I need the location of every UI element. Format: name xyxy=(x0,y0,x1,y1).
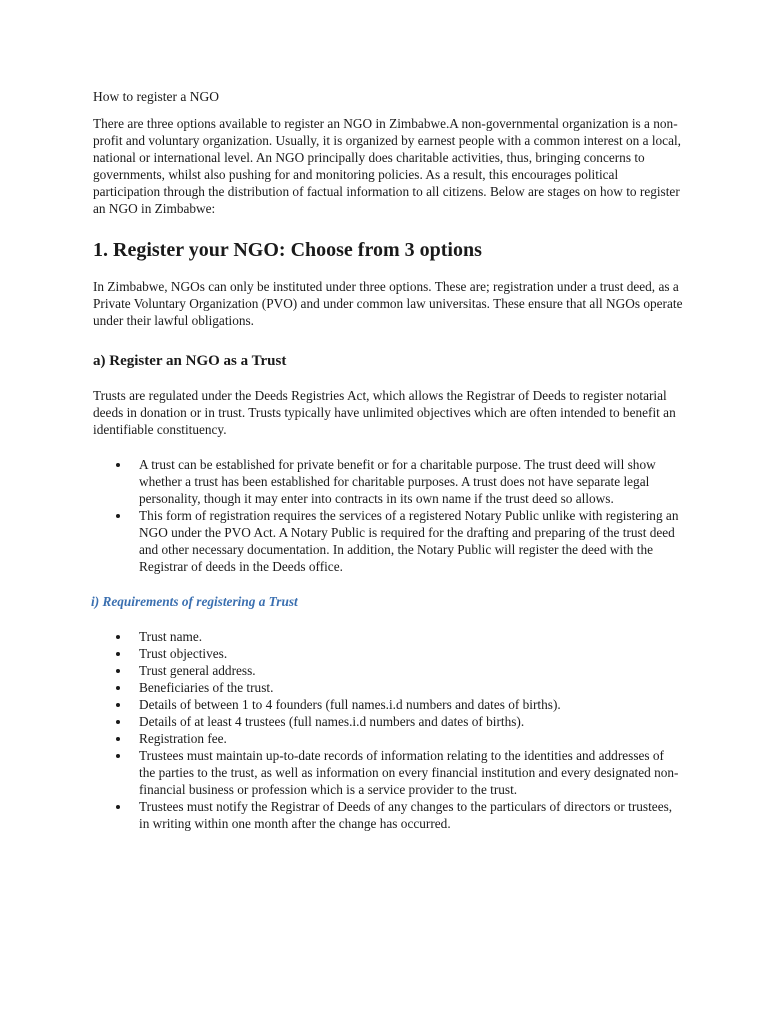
document-body xyxy=(93,88,683,832)
list-item: Details of between 1 to 4 founders (full names.i.d numbers and dates of births). xyxy=(93,696,683,713)
list-item: Beneficiaries of the trust. xyxy=(93,679,683,696)
requirements-list xyxy=(93,628,683,832)
list-item: Details of at least 4 trustees (full names.i.d numbers and dates of births). xyxy=(93,713,683,730)
list-item: Trust name. xyxy=(93,628,683,645)
subsection-a-paragraph: Trusts are regulated under the Deeds Registries Act, which allows the Registrar of Deeds to register notarial deeds in donation or in trust. Trusts typically have unlimited objectives which are often intended to benefit an identifiable constituency. xyxy=(93,388,676,437)
list-item: Trustees must notify the Registrar of Deeds of any changes to the particulars of directors or trustees, in writing within one month after the change has occurred. xyxy=(93,798,683,832)
intro-paragraph: There are three options available to register an NGO in Zimbabwe.A non-governmental organization is a non-profit and voluntary organization. Usually, it is organized by earnest people with a common interest on a local, national or international level. An NGO principally does charitable activities, thus, bringing concerns to governments, whilst also pushing for and monitoring policies. As a result, this encourages political participation through the distribution of factual information to all citizens. Below are stages on how to register an NGO in Zimbabwe: xyxy=(93,116,681,216)
list-item: A trust can be established for private benefit or for a charitable purpose. The trust deed will show whether a trust has been established for charitable purposes. A trust does not have separate legal personality, though it may enter into contracts in its own name if the trust deed so allows. xyxy=(93,456,683,507)
list-item: This form of registration requires the services of a registered Notary Public unlike with registering an NGO under the PVO Act. A Notary Public is required for the drafting and preparing of the trust deed and other necessary documentation. In addition, the Notary Public will register the deed with the Registrar of deeds in the Deeds office. xyxy=(93,507,683,575)
list-item: Trust general address. xyxy=(93,662,683,679)
section-1-paragraph: In Zimbabwe, NGOs can only be instituted under three options. These are; registration under a trust deed, as a Private Voluntary Organization (PVO) and under common law universitas. These ensure that all NGOs operate under their lawful obligations. xyxy=(93,279,683,328)
requirements-heading: i) Requirements of registering a Trust xyxy=(91,594,298,609)
list-item: Registration fee. xyxy=(93,730,683,747)
list-item: Trustees must maintain up-to-date records of information relating to the identities and addresses of the parties to the trust, as well as information on every financial institution and every designated non-financial business or profession which is a service provider to the trust. xyxy=(93,747,683,798)
section-1-heading: 1. Register your NGO: Choose from 3 options xyxy=(93,239,482,261)
document-title: How to register a NGO xyxy=(93,89,219,104)
trust-bullet-list xyxy=(93,456,683,575)
list-item: Trust objectives. xyxy=(93,645,683,662)
subsection-a-heading: a) Register an NGO as a Trust xyxy=(93,353,287,369)
